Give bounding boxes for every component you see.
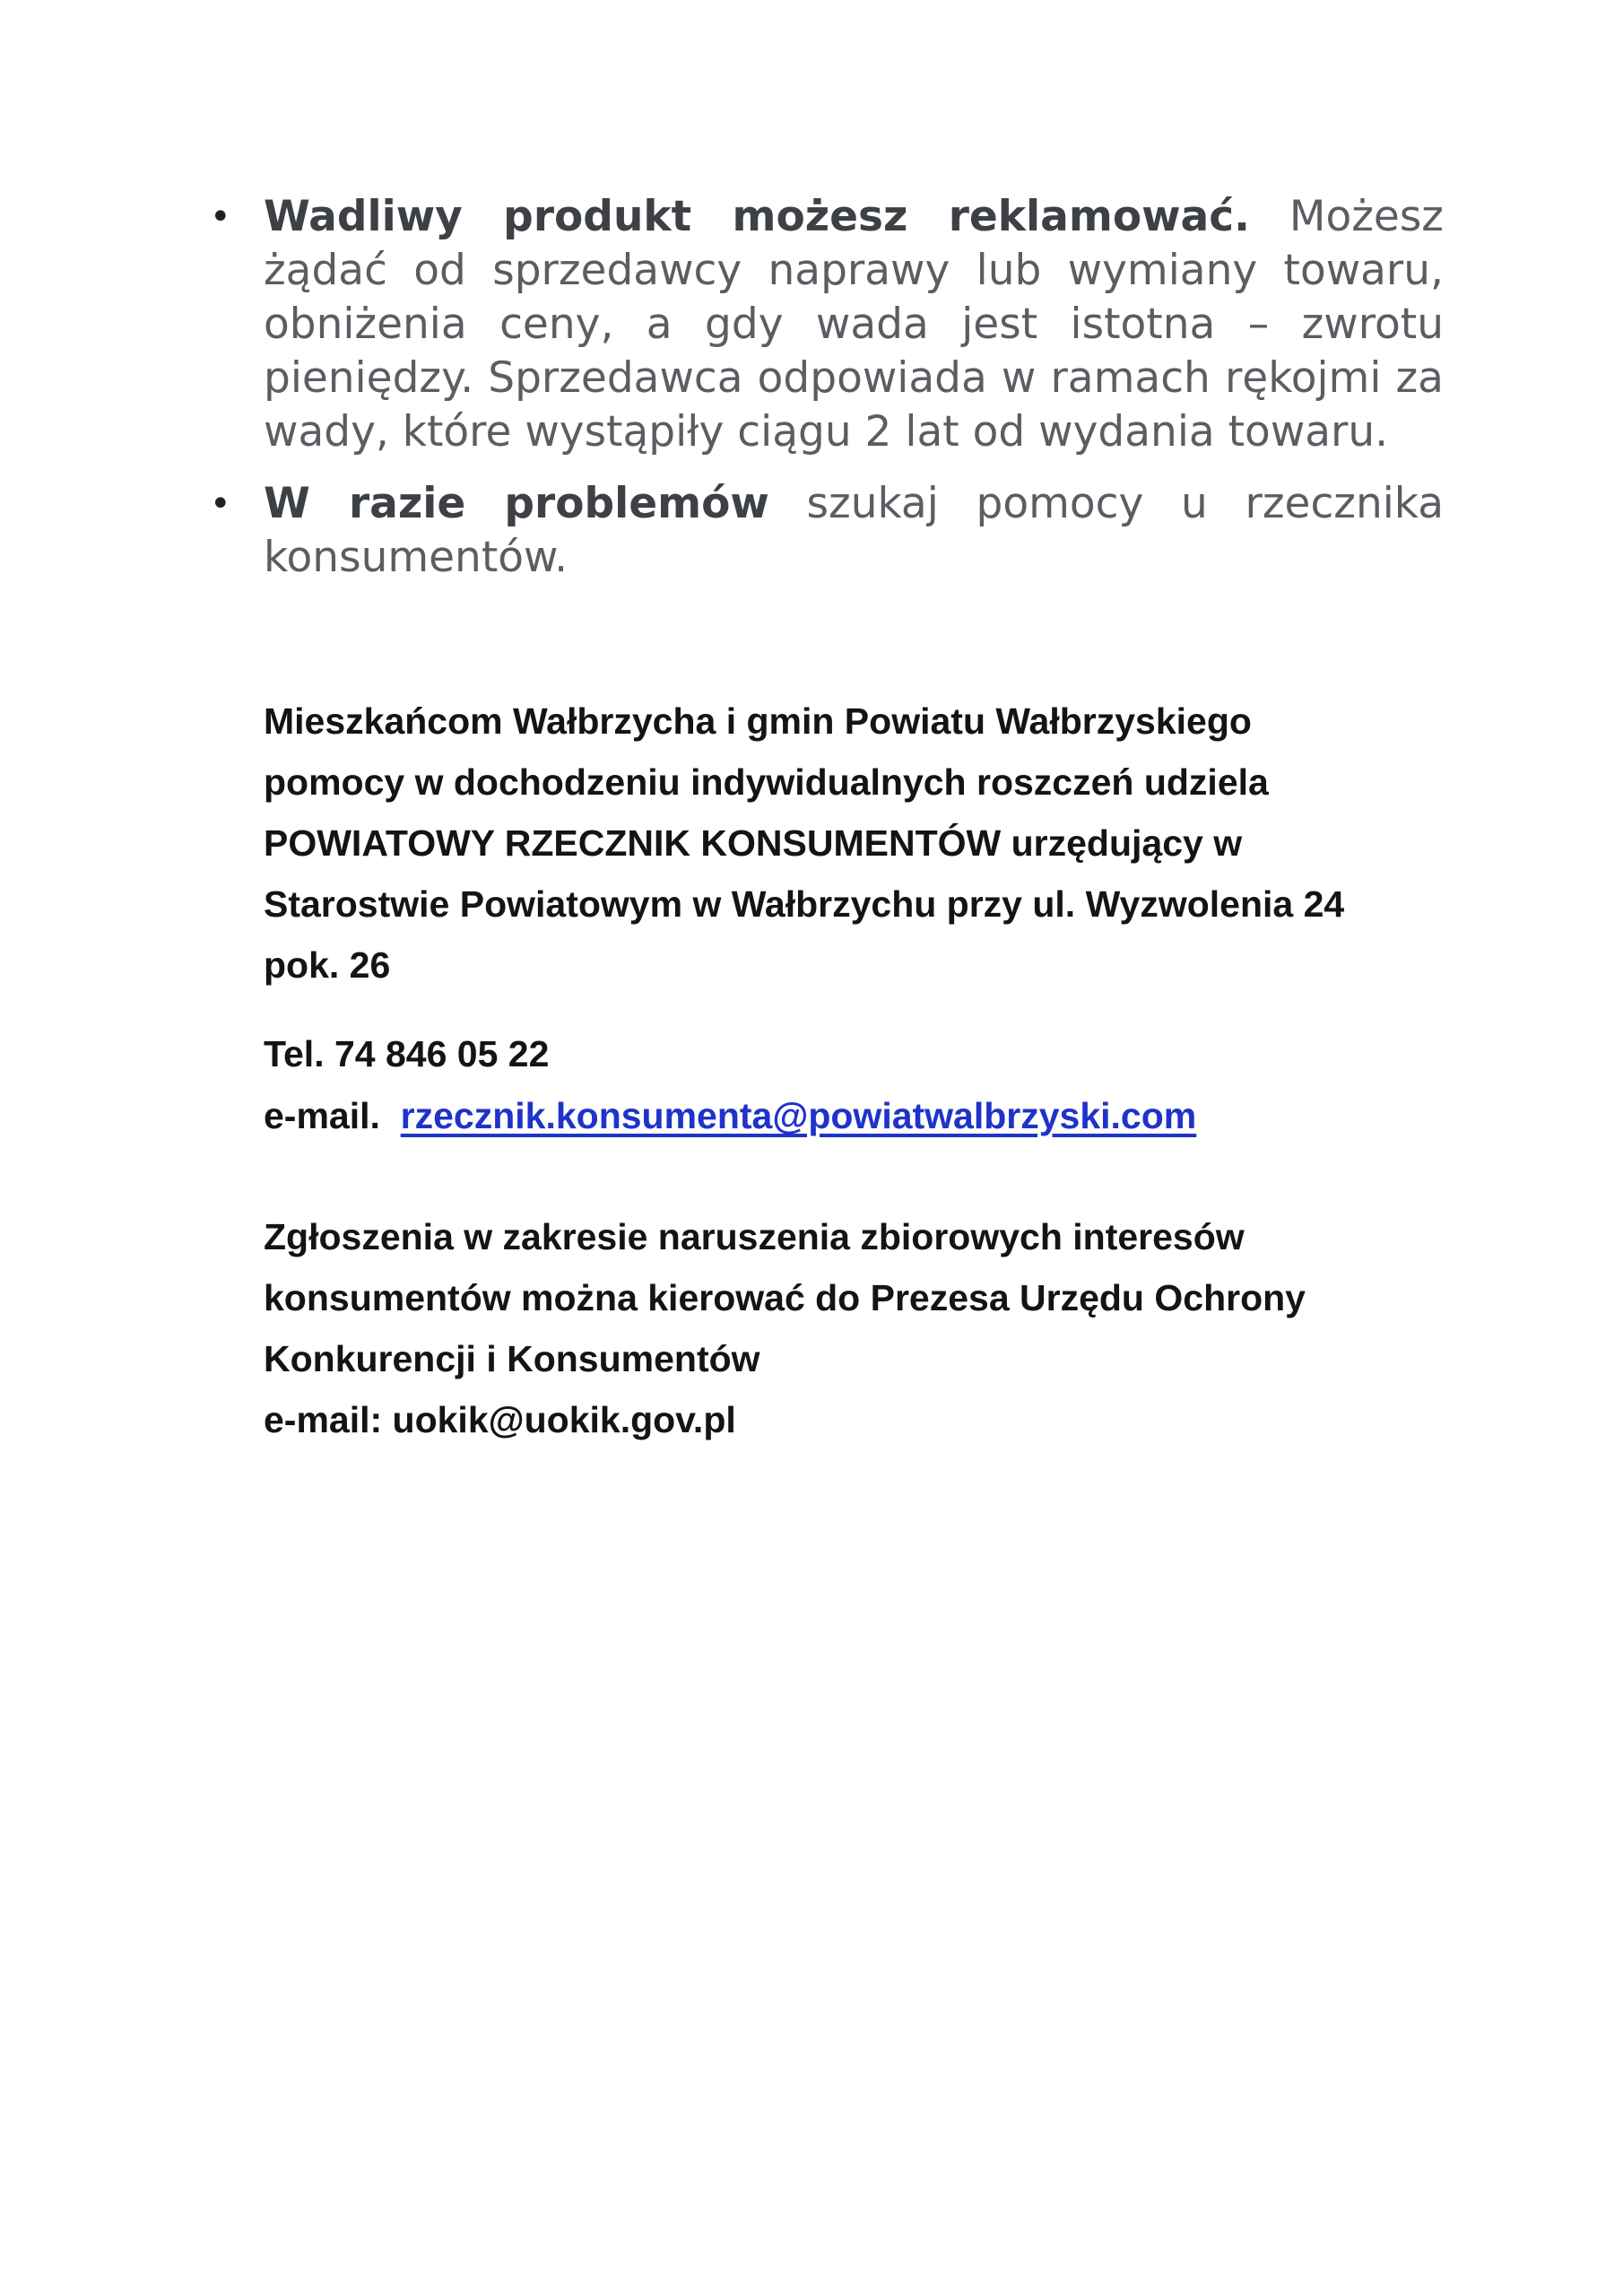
rzecznik-info: [264, 691, 1447, 996]
email-link[interactable]: rzecznik.konsumenta@powiatwalbrzyski.com: [400, 1095, 1197, 1136]
email-label: e-mail.: [264, 1095, 401, 1136]
consumer-rights-list: [206, 190, 1444, 603]
uokik-line: Zgłoszenia w zakresie naruszenia zbiorowych interesów: [264, 1216, 1245, 1257]
email-line: [264, 1085, 1447, 1147]
bullet-dot-icon: •: [210, 196, 231, 238]
bullet-dot-icon: •: [210, 483, 231, 525]
list-item-problemy: [206, 477, 1444, 585]
contact-info: [264, 1023, 1447, 1147]
uokik-line: Konkurencji i Konsumentów: [264, 1338, 760, 1379]
bullet-text: Możesz żądać od sprzedawcy naprawy lub wymiany towaru, obniżenia ceny, a gdy wada jest istotna – zwrotu pieniędzy. Sprzedawca odpowiada w ramach rękojmi za wady, które wystąpiły ciągu 2 lat od wydania towaru.: [264, 192, 1444, 457]
rzecznik-line: Starostwie Powiatowym w Wałbrzychu przy ul. Wyzwolenia 24: [264, 883, 1345, 925]
rzecznik-line: pok. 26: [264, 944, 391, 986]
phone-number: Tel. 74 846 05 22: [264, 1033, 550, 1074]
rzecznik-line: pomocy w dochodzeniu indywidualnych roszczeń udziela: [264, 761, 1269, 803]
rzecznik-line: Mieszkańcom Wałbrzycha i gmin Powiatu Wałbrzyskiego: [264, 700, 1252, 742]
bullet-heading: Wadliwy produkt możesz reklamować.: [264, 192, 1250, 241]
bullet-heading: W razie problemów: [264, 479, 769, 528]
uokik-info: [264, 1206, 1447, 1450]
uokik-email: e-mail: uokik@uokik.gov.pl: [264, 1399, 736, 1440]
uokik-line: konsumentów można kierować do Prezesa Urzędu Ochrony: [264, 1277, 1306, 1318]
rzecznik-line: POWIATOWY RZECZNIK KONSUMENTÓW urzędujący w: [264, 822, 1243, 864]
bullet-text: szukaj pomocy u rzecznika konsumentów.: [264, 479, 1444, 582]
list-item-reklamacja: [206, 190, 1444, 459]
